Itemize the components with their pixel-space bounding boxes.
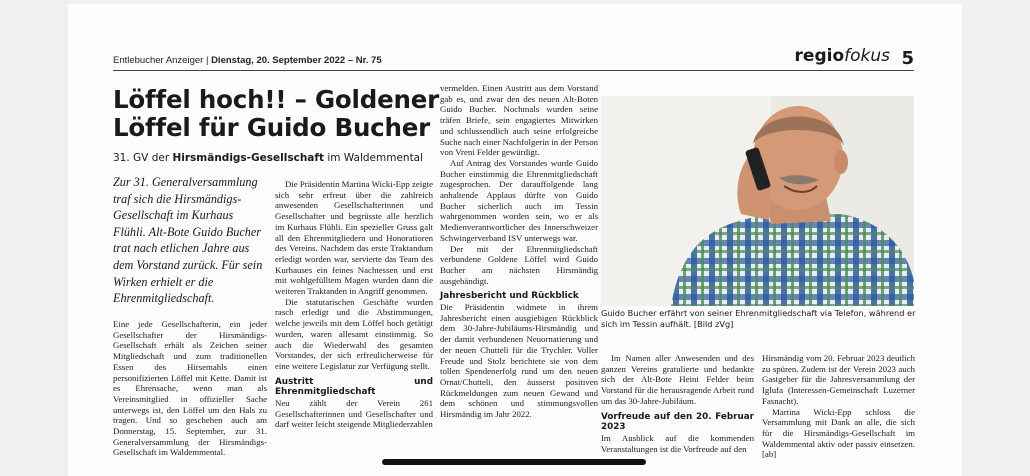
text-column-2 [275,179,433,430]
paragraph: Neu zählt der Verein 261 Gesellschafterinnen und Gesellschafter und darf weiter leicht steigende Mitgliederzahlen [275,398,433,430]
section-heading: Jahresbericht und Rückblick [440,291,579,302]
paragraph: Hirsmändig vom 20. Februar 2023 deutlich zu spüren. Zudem ist der Verein 2023 auch Gastgeber für die Jahresversammlung der Iglufa (Interessen-Gemeinschaft Luzerner Fasnacht). [762,353,915,406]
paragraph: Die Präsidentin widmete in ihrem Jahresbericht einen ausgiebigen Rückblick dem 30-Jahre-Jubiläums-Hirsmändig und der damit verbundenen Neuornatierung und der neuen Chuttelì für die Trychler. Voller Freude und Stolz berichtete sie von dem tollen Spendenerfolg rund um den neuen Ornat/Chutteli, den äusserst positiven Rückmeldungen zum neuen Gewand und dem schönen und stimmungsvollen Hirsmändig im Jahr 2022. [440,302,598,420]
section-label-italic: fokus [844,46,890,66]
text-column-5 [762,353,915,460]
header-rule [113,70,914,71]
section-heading: Vorfreude auf den 20. Februar 2023 [601,411,754,433]
page-header-left [113,55,382,66]
paragraph: Im Ausblick auf die kommenden Veranstaltungen ist die Vorfreude auf den [601,432,754,454]
paragraph: vermelden. Einen Austritt aus dem Vorstand gab es, und zwar den des neuen Alt-Boten Guido Bucher. Nochmals wurden seine träfen Briefe, sein engagiertes Mitwirken und schlussendlich auch seine erfolgreiche Suche nach einer Nachfolgerin in der Person von Vreni Felder gewürdigt. [440,83,598,158]
article-headline: Löffel hoch!! – Goldener Löffel für Guido Bucher [113,85,440,142]
newspaper-page [68,4,962,476]
subhead-society: Hirsmändigs-Gesellschaft [172,152,324,164]
issue-number: – Nr. 75 [345,55,382,66]
paragraph: Der mit der Ehrenmitgliedschaft verbundene Goldene Löffel wird Guido Bucher am nächsten Hirsmändig ausgehändigt. [440,243,598,286]
paragraph: Die Präsidentin Martina Wicki-Epp zeigte sich sehr erfreut über die zahlreich anwesenden Gesellschafterinnen und Gesellschafter und begrüsste alle herzlich im Kurhaus Flühli. Ein spezieller Gruss galt all den Ehrenmitgliedern und Honoratioren des Vereins. Nachdem das erste Traktandum erledigt worden war, servierte das Team des Kurhauses ein feines Nachtessen und erst mit wohlgefülltem Magen wurden dann die weiteren Traktanden in Angriff genommen. [275,179,434,297]
article-lead: Zur 31. Generalversammlung traf sich die Hirsmändigs-Gesellschaft im Kurhaus Flühli. Alt-Bote Guido Bucher trat nach etlichen Jahre aus dem Vorstand zurück. Für sein Wirken erhielt er die Ehrenmitgliedschaft. [113,175,263,306]
paragraph: Im Namen aller Anwesenden und des ganzen Vereins gratulierte und bedankte sich der Alt-Bote Heini Felder beim Vorstand für die herausragende Arbeit rund um das 30-Jahre-Jubiläum. [601,353,754,406]
paragraph: Eine jede Gesellschafterin, ein jeder Gesellschafter der Hirsmändigs-Gesellschaft erhält als Zeichen seiner Mitgliedschaft und zum traditionellen Essen des Hirsemahls einen personifizierten Löffel mit Kette. Damit ist es Ehrensache, wenn man als Vereinsmitglied in offizieller Sache unterwegs ist, den Löffel um den Hals zu tragen. Und so geschehen auch am Donnerstag, 15. September, zur 31. Generalversammlung der Hirsmändigs-Gesellschaft im Waldemmental. [113,319,267,458]
article-photo [601,96,914,306]
photo-caption: Guido Bucher erfährt von seiner Ehrenmitgliedschaft via Telefon, während er sich im Tessin aufhält. [Bild zVg] [601,308,916,329]
section-heading: Austritt und Ehrenmitgliedschaft [275,376,433,398]
text-column-1 [113,319,267,458]
paragraph: Auf Antrag des Vorstandes wurde Guido Bucher einstimmig die Ehrenmitgliedschaft zugesprochen. Der darauffolgende lang anhaltende Applaus dürfte von Guido Bucher sicherlich auch im Tessin wahrgenommen worden sein, wo er als Medienverantwortlicher des Innerschweizer Schwingerverband ISV unterwegs war. [440,157,598,243]
section-label [795,46,890,66]
paragraph: Martina Wicki-Epp schloss die Versammlung mit Dank an alle, die sich für die Hirsmändigs-Gesellschaft im Waldemmental aktiv oder passiv einsetzen. [ab] [762,406,915,460]
section-label-bold: regio [794,46,845,66]
paragraph: Die statutarischen Geschäfte wurden rasch erledigt und die Abstimmungen, welche jeweils mit dem Löffel hoch getätigt wurden, waren allesamt einstimmig. So auch die Wiederwahl des gesamten Vorstandes, der sich erfreulicherweise für eine weitere Legislatur zur Verfügung stellt. [275,296,433,371]
article-subhead [113,152,453,164]
text-column-3 [440,83,598,420]
photo-man-on-phone [601,96,914,306]
page-number: 5 [901,48,914,69]
paper-name: Entlebucher Anzeiger [113,55,204,66]
subhead-suffix: im Waldemmental [323,152,424,164]
text-column-4 [601,353,754,454]
header-separator: | [205,55,209,66]
subhead-prefix: 31. GV der [113,152,173,164]
home-indicator-bar[interactable] [382,459,646,465]
issue-date: Dienstag, 20. September 2022 [211,55,346,66]
